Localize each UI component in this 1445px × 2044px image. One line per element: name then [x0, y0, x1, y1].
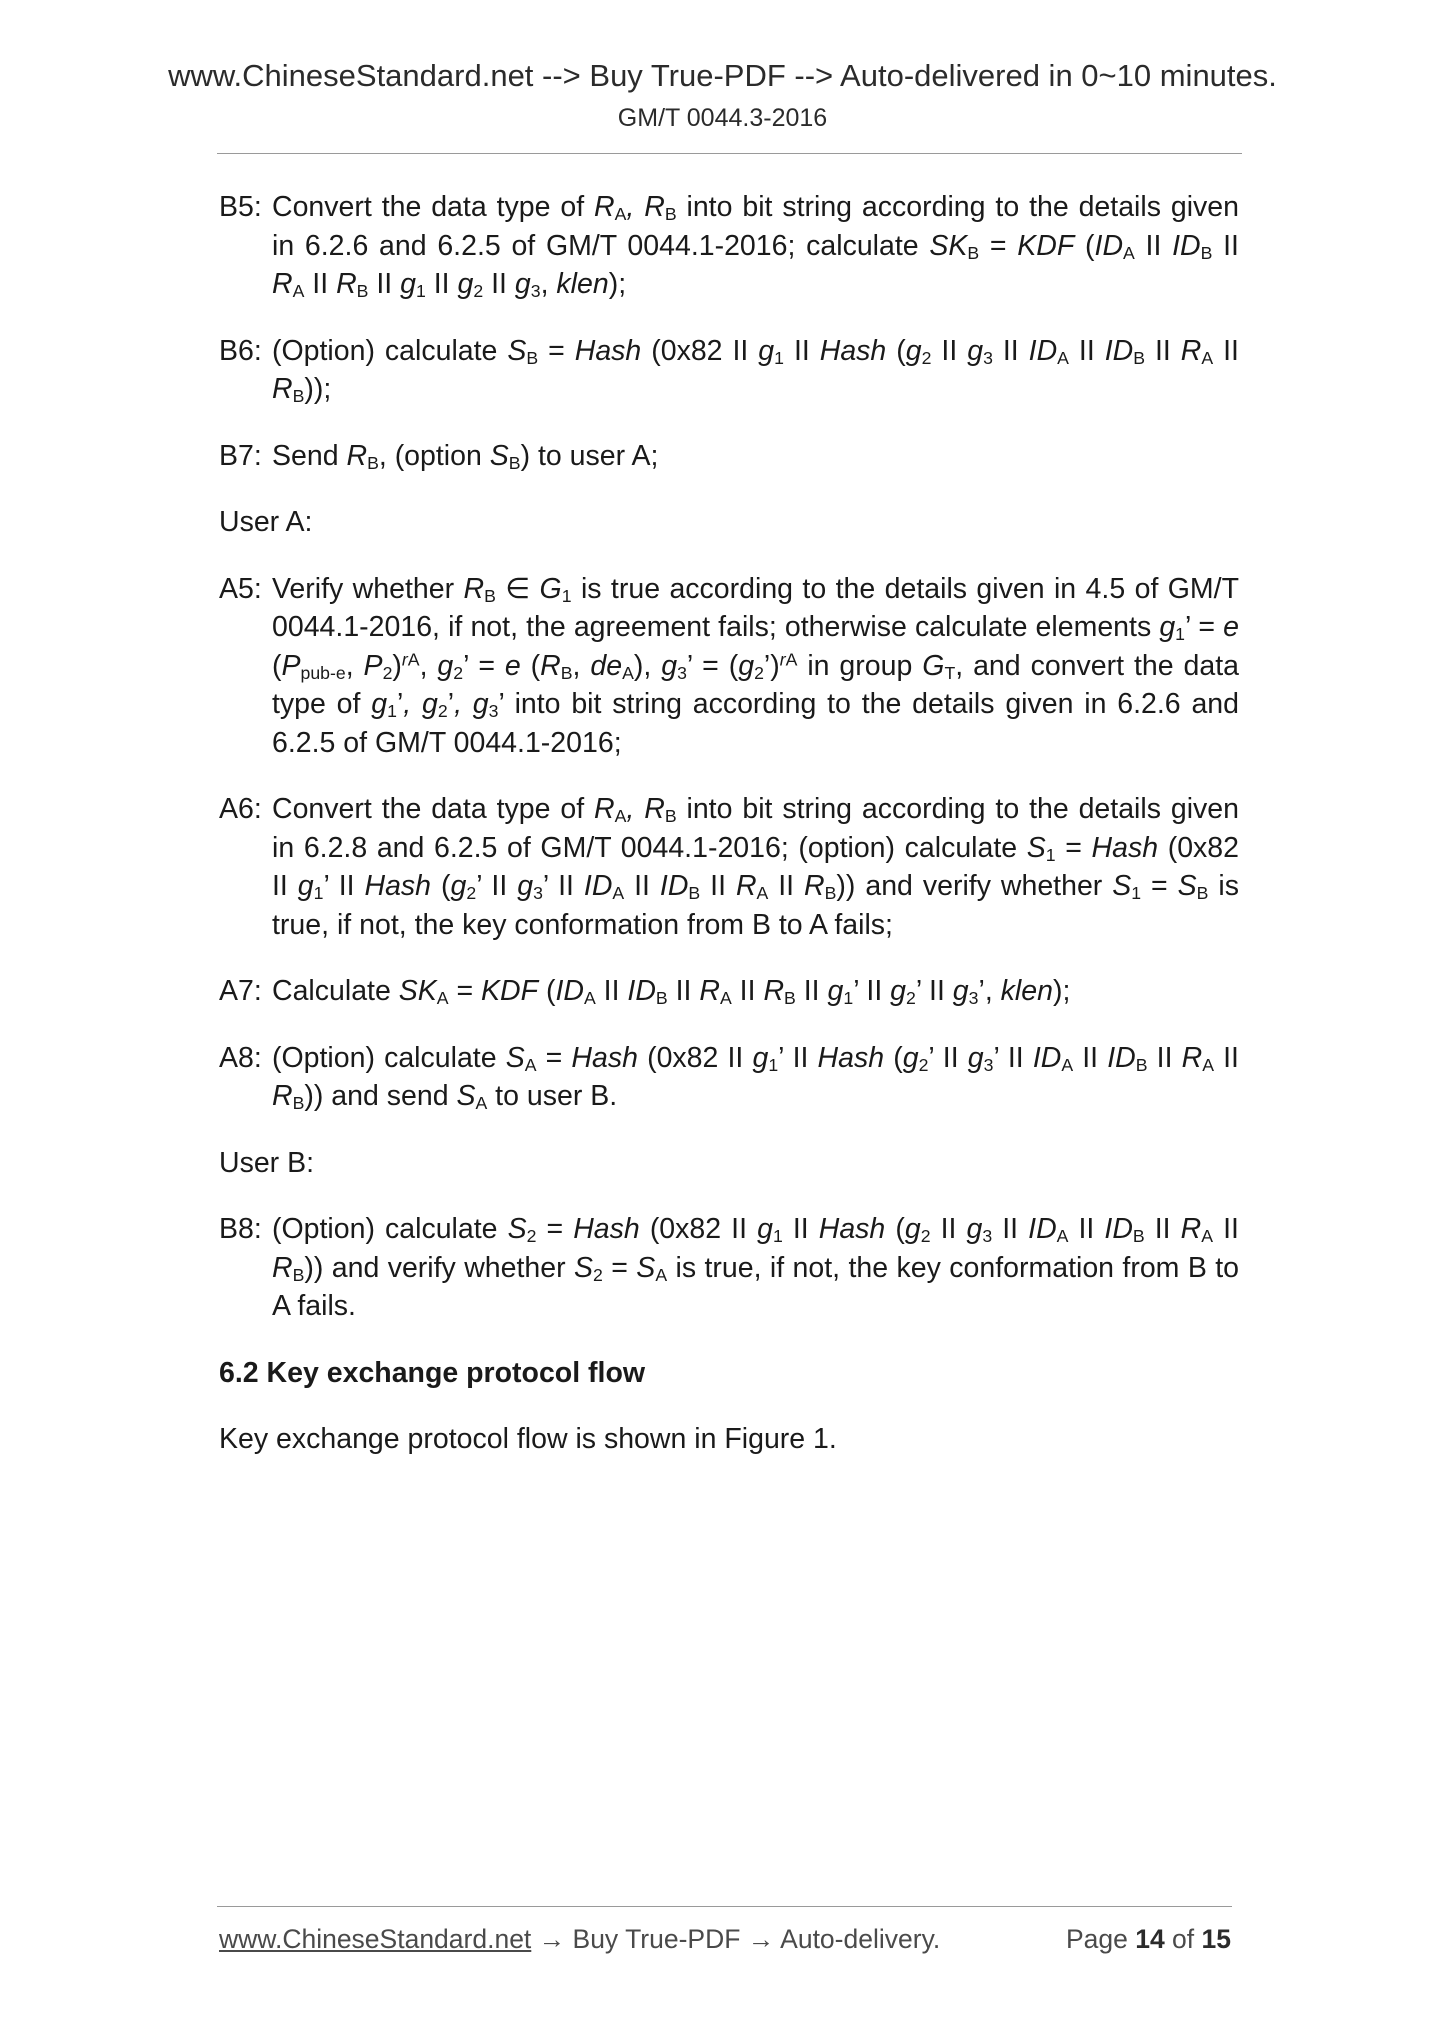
- step-a6: [219, 790, 1239, 944]
- footer-tagline: → Buy True-PDF → Auto-delivery.: [531, 1924, 941, 1954]
- footer-divider: [217, 1906, 1232, 1907]
- header-standard-number: GM/T 0044.3-2016: [617, 104, 828, 132]
- step-label: A8:: [219, 1041, 262, 1074]
- section-intro: Key exchange protocol flow is shown in Figure 1.: [219, 1423, 837, 1455]
- step-b6: [219, 332, 1239, 409]
- page-of: of: [1164, 1924, 1202, 1954]
- user-b-label: User B:: [219, 1146, 315, 1179]
- step-label: B5:: [219, 191, 262, 223]
- step-text: Convert the data type of $R_A$, $R_B$ into bit string according to the details given in 6.2.6 and 6.2.5 of GM/T 0044.1-2016; calculate $SK_B$ = KDF ($ID_A$ II $ID_B$ II $R_A$ II $R_B$ II $g_1$ II $g_2$ II $g_3$, klen);: [272, 191, 1239, 301]
- step-label: B7:: [219, 439, 262, 472]
- step-b7: [219, 437, 1239, 476]
- step-b8: [219, 1210, 1239, 1326]
- step-label: B8:: [219, 1213, 262, 1245]
- step-a5: [219, 570, 1239, 763]
- step-text: Convert the data type of $R_A$, $R_B$ into bit string according to the details given in 6.2.8 and 6.2.5 of GM/T 0044.1-2016; (option) calculate $S_1$ = Hash (0x82 II $g_1$’ II Hash ($g_2$’ II $g_3$’ II $ID_A$ II $ID_B$ II $R_A$ II $R_B$)) and verify whether $S_1 = S_B$ is true, if not, the key conformation from B to A fails;: [272, 793, 1240, 941]
- footer-left: [219, 1924, 940, 1955]
- step-text: Calculate $SK_A$ = KDF ($ID_A$ II $ID_B$ II $R_A$ II $R_B$ II $g_1$’ II $g_2$’ II $g_3$’, klen);: [272, 975, 1071, 1008]
- step-label: A5:: [219, 572, 262, 605]
- page-prefix: Page: [1065, 1924, 1136, 1954]
- step-label: A6:: [219, 793, 262, 825]
- page-indicator: [1066, 1924, 1231, 1955]
- header-banner: www.ChineseStandard.net --> Buy True-PDF --> Auto-delivered in 0~10 minutes.: [168, 58, 1277, 93]
- section-heading: 6.2 Key exchange protocol flow: [219, 1356, 646, 1389]
- user-a-label: User A:: [219, 506, 313, 538]
- step-text: (Option) calculate $S_2$ = Hash (0x82 II $g_1$ II Hash ($g_2$ II $g_3$ II $ID_A$ II $ID_B$ II $R_A$ II $R_B$)) and verify whether $S_2 = S_A$ is true, if not, the key conformation from B to A fails.: [272, 1213, 1239, 1322]
- step-text: (Option) calculate $S_A$ = Hash (0x82 II $g_1$’ II Hash ($g_2$’ II $g_3$’ II $ID_A$ II $ID_B$ II $R_A$ II $R_B$)) and send $S_A$ to user B.: [272, 1041, 1239, 1113]
- footer-site-link[interactable]: www.ChineseStandard.net: [219, 1924, 532, 1954]
- step-text: (Option) calculate $S_B$ = Hash (0x82 II $g_1$ II Hash ($g_2$ II $g_3$ II $ID_A$ II $ID_B$ II $R_A$ II $R_B$));: [272, 334, 1239, 406]
- step-label: B6:: [219, 334, 262, 367]
- page-content: [219, 188, 1239, 1487]
- step-b5: [219, 188, 1239, 304]
- step-a8: [219, 1039, 1239, 1116]
- step-a7: [219, 972, 1239, 1011]
- header-divider: [217, 153, 1242, 154]
- step-label: A7:: [219, 975, 262, 1007]
- page-total: 15: [1201, 1924, 1231, 1954]
- step-text: Send $R_B$, (option $S_B$) to user A;: [272, 439, 659, 473]
- step-text: Verify whether $R_B$ ∈ $G_1$ is true according to the details given in 4.5 of GM/T 0044.1-2016, if not, the agreement fails; otherwise calculate elements $g_1$’ = e ($P_{pub-e}$, $P_2)^{rA}$, $g_2$’ = e ($R_B$, $de_A$), $g_3$’ = $(g_2’)^{rA}$ in group $G_T$, and convert the data type of $g_1$’, $g_2$’, $g_3$’ into bit string according to the details given in 6.2.6 and 6.2.5 of GM/T 0044.1-2016;: [272, 572, 1240, 759]
- page-number: 14: [1135, 1924, 1165, 1954]
